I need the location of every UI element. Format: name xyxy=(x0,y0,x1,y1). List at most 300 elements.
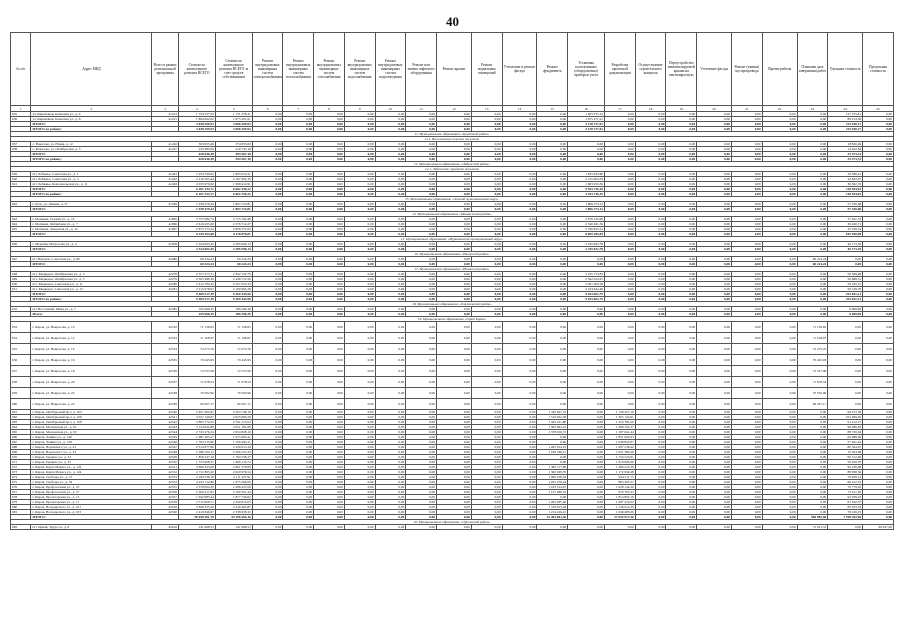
address-cell: ИТОГО: xyxy=(31,232,152,237)
row-number-cell: 658 xyxy=(11,377,31,388)
value-cell: 0,00 xyxy=(697,182,732,187)
value-cell: 41958 xyxy=(152,242,179,247)
value-cell: 0,00 xyxy=(283,377,314,388)
value-cell: 0,00 xyxy=(697,172,732,177)
value-cell: 0,00 xyxy=(797,445,828,450)
value-cell: 0,00 xyxy=(863,500,894,505)
value-cell: 0,00 xyxy=(635,242,666,247)
column-header: Утепление и ремонт фасада xyxy=(502,33,537,106)
column-index-cell: 12 xyxy=(437,106,472,112)
value-cell: 0,00 xyxy=(471,232,502,237)
value-cell: 0,00 xyxy=(762,399,797,410)
value-cell: 0,00 xyxy=(863,127,894,132)
value-cell: 0,00 xyxy=(502,307,537,312)
value-cell: 0,00 xyxy=(375,500,406,505)
value-cell: 0,00 xyxy=(797,505,828,510)
value-cell: 1 764 315,80 xyxy=(178,440,215,445)
value-cell: 0,00 xyxy=(502,377,537,388)
value-cell: 2 515 006,71 xyxy=(178,500,215,505)
value-cell: 70 958,13 xyxy=(828,475,863,480)
value-cell: 0,00 xyxy=(502,122,537,127)
value-cell: 9 269 443,96 xyxy=(215,292,252,297)
value-cell: 2 861 579,93 xyxy=(215,465,252,470)
value-cell: 88 214,36 xyxy=(828,117,863,122)
value-cell: 41014 xyxy=(152,112,179,117)
value-cell: 0,00 xyxy=(537,127,568,132)
value-cell: 69 207,17 xyxy=(215,399,252,410)
row-number-cell: 640 xyxy=(11,177,31,182)
value-cell: 0,00 xyxy=(605,242,636,247)
value-cell: 0,00 xyxy=(406,292,437,297)
value-cell: 0,00 xyxy=(797,425,828,430)
value-cell: 0,00 xyxy=(283,272,314,277)
value-cell: 0,00 xyxy=(797,465,828,470)
value-cell: 0,00 xyxy=(731,182,762,187)
value-cell: 0,00 xyxy=(568,257,605,262)
value-cell: 2 678 150,96 xyxy=(568,217,605,222)
value-cell: 0,00 xyxy=(344,399,375,410)
value-cell: 0,00 xyxy=(666,117,697,122)
value-cell: 0,00 xyxy=(666,177,697,182)
value-cell: 0,00 xyxy=(697,202,732,207)
value-cell: 2 745 276,34 xyxy=(178,430,215,435)
value-cell: 0,00 xyxy=(635,420,666,425)
value-cell: 0,00 xyxy=(252,333,283,344)
value-cell: 0,00 xyxy=(344,525,375,530)
value-cell: 85 033,54 xyxy=(828,505,863,510)
value-cell: 0,00 xyxy=(731,490,762,495)
value-cell: 0,00 xyxy=(666,460,697,465)
value-cell: 0,00 xyxy=(537,147,568,152)
address-cell: г. Малмыж, Заводская ул., д. 12 xyxy=(31,227,152,232)
value-cell: 2 266 417,63 xyxy=(178,490,215,495)
value-cell: 39 388,41 xyxy=(828,172,863,177)
value-cell: 0,00 xyxy=(697,355,732,366)
address-cell: с. Вожгалы, ул. Новая, д. 12 xyxy=(31,142,152,147)
value-cell: 0,00 xyxy=(666,480,697,485)
value-cell: 57 461,44 xyxy=(828,440,863,445)
value-cell: 0,00 xyxy=(635,227,666,232)
value-cell: 98 473,36 xyxy=(828,410,863,415)
value-cell: 0,00 xyxy=(344,112,375,117)
value-cell: 0,00 xyxy=(502,445,537,450)
value-cell: 0,00 xyxy=(406,127,437,132)
value-cell: 0,00 xyxy=(375,475,406,480)
value-cell: 0,00 xyxy=(605,152,636,157)
value-cell: 0,00 xyxy=(437,344,472,355)
value-cell: 0,00 xyxy=(731,388,762,399)
value-cell: 0,00 xyxy=(697,147,732,152)
address-cell: г. Киров, Профсоюзная ул., д. 25 xyxy=(31,485,152,490)
value-cell: 0,00 xyxy=(863,247,894,252)
value-cell: 0,00 xyxy=(344,445,375,450)
value-cell: 0,00 xyxy=(568,465,605,470)
value-cell: 0,00 xyxy=(537,355,568,366)
value-cell: 0,00 xyxy=(437,287,472,292)
value-cell: 0,00 xyxy=(635,410,666,415)
value-cell: 0,00 xyxy=(437,505,472,510)
value-cell: 0,00 xyxy=(252,232,283,237)
address-cell: г. Киров, ул. Некрасова, д. 20 xyxy=(31,377,152,388)
value-cell: 0,00 xyxy=(666,485,697,490)
value-cell: 0,00 xyxy=(406,277,437,282)
value-cell: 0,00 xyxy=(406,222,437,227)
value-cell: 1 516 952,38 xyxy=(537,415,568,420)
value-cell: 0,00 xyxy=(797,475,828,480)
value-cell: 0,00 xyxy=(437,455,472,460)
value-cell: 0,00 xyxy=(666,202,697,207)
value-cell: 42540 xyxy=(152,410,179,415)
value-cell: 0,00 xyxy=(762,355,797,366)
value-cell: 1 915 693,41 xyxy=(215,435,252,440)
value-cell: 0,00 xyxy=(635,470,666,475)
value-cell: 0,00 xyxy=(283,227,314,232)
value-cell: 0,00 xyxy=(863,312,894,317)
value-cell: 3 138 727,01 xyxy=(568,127,605,132)
value-cell: 1 814 802,19 xyxy=(605,495,636,500)
row-number-cell: 677 xyxy=(11,490,31,495)
value-cell: 0,00 xyxy=(471,450,502,455)
value-cell: 0,00 xyxy=(344,475,375,480)
value-cell: 0,00 xyxy=(437,142,472,147)
value-cell: 0,00 xyxy=(437,366,472,377)
value-cell: 0,00 xyxy=(314,192,345,197)
value-cell: 0,00 xyxy=(797,127,828,132)
value-cell: 0,00 xyxy=(762,515,797,520)
value-cell: 0,00 xyxy=(252,307,283,312)
value-cell: 0,00 xyxy=(731,420,762,425)
value-cell: 0,00 xyxy=(375,355,406,366)
value-cell: 0,00 xyxy=(406,287,437,292)
value-cell: 0,00 xyxy=(762,277,797,282)
value-cell: 0,00 xyxy=(731,292,762,297)
value-cell: 225 841,21 xyxy=(828,292,863,297)
value-cell: 1 999 412,91 xyxy=(215,182,252,187)
value-cell: 0,00 xyxy=(283,445,314,450)
value-cell: 0,00 xyxy=(537,177,568,182)
value-cell: 0,00 xyxy=(283,312,314,317)
value-cell: 0,00 xyxy=(375,152,406,157)
value-cell: 9 269 443,96 xyxy=(215,297,252,302)
value-cell: 72 275,76 xyxy=(797,344,828,355)
value-cell: 0,00 xyxy=(314,388,345,399)
value-cell: 0,00 xyxy=(666,322,697,333)
value-cell: 1 938 479,44 xyxy=(178,207,215,212)
value-cell: 0,00 xyxy=(666,172,697,177)
value-cell: 60 224,24 xyxy=(215,257,252,262)
value-cell: 36 420,71 xyxy=(828,222,863,227)
table-row xyxy=(11,525,894,530)
value-cell: 88 098,36 xyxy=(828,470,863,475)
value-cell: 2 184 536,18 xyxy=(178,475,215,480)
value-cell: 2 960 433,06 xyxy=(178,465,215,470)
row-number-cell: 667 xyxy=(11,440,31,445)
value-cell: 0,00 xyxy=(762,430,797,435)
value-cell: 979 793,33 xyxy=(605,490,636,495)
value-cell: 0,00 xyxy=(731,415,762,420)
value-cell: 0,00 xyxy=(283,415,314,420)
value-cell: 0,00 xyxy=(568,377,605,388)
value-cell: 0,00 xyxy=(863,292,894,297)
value-cell: 0,00 xyxy=(314,525,345,530)
value-cell: 0,00 xyxy=(502,322,537,333)
value-cell: 41463 xyxy=(152,182,179,187)
address-cell: г. Киров, Свободы ул., д. 57 xyxy=(31,475,152,480)
value-cell: 0,00 xyxy=(502,366,537,377)
value-cell: 0,00 xyxy=(697,460,732,465)
row-number-cell: 661 xyxy=(11,410,31,415)
value-cell: 0,00 xyxy=(283,525,314,530)
value-cell: 0,00 xyxy=(471,272,502,277)
value-cell: 0,00 xyxy=(568,388,605,399)
value-cell: 0,00 xyxy=(502,415,537,420)
value-cell: 0,00 xyxy=(375,490,406,495)
value-cell: 0,00 xyxy=(375,297,406,302)
value-cell: 0,00 xyxy=(863,192,894,197)
section-heading: 14. Муниципальное образование «Малмыжский район» xyxy=(11,212,894,217)
value-cell: 0,00 xyxy=(731,344,762,355)
value-cell: 0,00 xyxy=(471,460,502,465)
value-cell: 8 009 285,83 xyxy=(568,232,605,237)
value-cell: 88 729,94 xyxy=(828,430,863,435)
value-cell: 0,00 xyxy=(471,465,502,470)
value-cell: 0,00 xyxy=(697,485,732,490)
value-cell: 0,00 xyxy=(252,187,283,192)
value-cell: 0,00 xyxy=(406,455,437,460)
value-cell: 2 035 970,62 xyxy=(178,182,215,187)
value-cell: 0,00 xyxy=(568,415,605,420)
value-cell: 2 540 463,87 xyxy=(215,505,252,510)
value-cell: 0,00 xyxy=(406,505,437,510)
value-cell: 2 790 843,31 xyxy=(568,227,605,232)
value-cell: 0,00 xyxy=(762,142,797,147)
value-cell: 225 841,21 xyxy=(828,297,863,302)
value-cell: 0,00 xyxy=(863,450,894,455)
value-cell: 33 473,31 xyxy=(828,152,863,157)
value-cell: 0,00 xyxy=(537,117,568,122)
value-cell: 0,00 xyxy=(471,455,502,460)
value-cell: 0,00 xyxy=(666,282,697,287)
value-cell: 0,00 xyxy=(314,485,345,490)
value-cell: 0,00 xyxy=(344,505,375,510)
value-cell: 0,00 xyxy=(375,232,406,237)
value-cell: 0,00 xyxy=(605,227,636,232)
row-number-cell: 639 xyxy=(11,172,31,177)
value-cell: 0,00 xyxy=(471,480,502,485)
address-cell: пгт. Медведок, Октябрьская ул., д. 3 xyxy=(31,272,152,277)
value-cell: 1 806 373,13 xyxy=(568,202,605,207)
value-cell: 0,00 xyxy=(666,192,697,197)
value-cell: 0,00 xyxy=(762,122,797,127)
budget-table-sheet xyxy=(10,32,894,632)
value-cell: 0,00 xyxy=(502,277,537,282)
value-cell: 0,00 xyxy=(731,157,762,162)
value-cell: 0,00 xyxy=(502,388,537,399)
value-cell: 1 463 255,10 xyxy=(568,112,605,117)
value-cell: 0,00 xyxy=(283,192,314,197)
value-cell: 0,00 xyxy=(437,388,472,399)
value-cell: 0,00 xyxy=(375,430,406,435)
value-cell: 0,00 xyxy=(635,127,666,132)
value-cell: 0,00 xyxy=(502,222,537,227)
value-cell: 42281 xyxy=(152,287,179,292)
value-cell: 0,00 xyxy=(502,510,537,515)
value-cell: 0,00 xyxy=(568,152,605,157)
value-cell: 0,00 xyxy=(502,192,537,197)
value-cell: 0,00 xyxy=(697,207,732,212)
value-cell: 0,00 xyxy=(863,470,894,475)
value-cell: 0,00 xyxy=(471,440,502,445)
value-cell: 0,00 xyxy=(537,207,568,212)
value-cell: 42534 xyxy=(152,344,179,355)
value-cell: 42536 xyxy=(152,366,179,377)
value-cell: 0,00 xyxy=(697,465,732,470)
value-cell: 0,00 xyxy=(666,152,697,157)
value-cell: 0,00 xyxy=(635,445,666,450)
value-cell: 0,00 xyxy=(252,355,283,366)
value-cell: 0,00 xyxy=(471,277,502,282)
value-cell: 0,00 xyxy=(314,277,345,282)
value-cell: 0,00 xyxy=(344,127,375,132)
value-cell: 0,00 xyxy=(537,312,568,317)
value-cell: 6 181 333,71 xyxy=(178,187,215,192)
value-cell: 0,00 xyxy=(605,187,636,192)
column-header: Всего в рамках региональной программы xyxy=(152,33,179,106)
value-cell: 0,00 xyxy=(283,505,314,510)
value-cell: 0,00 xyxy=(344,122,375,127)
value-cell: 0,00 xyxy=(537,232,568,237)
value-cell: 42556 xyxy=(152,490,179,495)
row-number-cell: 680 xyxy=(11,505,31,510)
value-cell: 0,00 xyxy=(537,182,568,187)
value-cell: 0,00 xyxy=(797,292,828,297)
value-cell: 0,00 xyxy=(375,122,406,127)
value-cell: 0,00 xyxy=(697,272,732,277)
value-cell: 0,00 xyxy=(863,388,894,399)
value-cell: 0,00 xyxy=(731,177,762,182)
value-cell: 1 723 908,51 xyxy=(178,460,215,465)
value-cell: 0,00 xyxy=(344,495,375,500)
value-cell: 0,00 xyxy=(537,377,568,388)
value-cell: 60 224,24 xyxy=(178,262,215,267)
value-cell: 0,00 xyxy=(762,282,797,287)
value-cell: 0,00 xyxy=(635,112,666,117)
value-cell: 0,00 xyxy=(314,142,345,147)
value-cell: 0,00 xyxy=(283,217,314,222)
value-cell: 0,00 xyxy=(437,465,472,470)
value-cell: 0,00 xyxy=(797,227,828,232)
value-cell: 0,00 xyxy=(635,307,666,312)
value-cell: 0,00 xyxy=(697,470,732,475)
value-cell: 71 136,65 xyxy=(215,322,252,333)
value-cell: 0,00 xyxy=(502,262,537,267)
value-cell: 2 386 104,13 xyxy=(178,450,215,455)
value-cell: 0,00 xyxy=(797,222,828,227)
value-cell: 0,00 xyxy=(314,147,345,152)
value-cell: 2 285 996,13 xyxy=(215,247,252,252)
column-index-cell: 1 xyxy=(11,106,31,112)
value-cell: 0,00 xyxy=(344,366,375,377)
value-cell: 0,00 xyxy=(344,470,375,475)
value-cell: 0,00 xyxy=(537,440,568,445)
value-cell: 0,00 xyxy=(471,500,502,505)
value-cell: 0,00 xyxy=(568,147,605,152)
value-cell: 0,00 xyxy=(635,399,666,410)
value-cell: 3 051 181,60 xyxy=(215,425,252,430)
value-cell: 0,00 xyxy=(605,257,636,262)
value-cell: 0,00 xyxy=(437,515,472,520)
value-cell: 0,00 xyxy=(666,262,697,267)
value-cell: 0,00 xyxy=(731,440,762,445)
row-number-cell: 663 xyxy=(11,420,31,425)
value-cell: 0,00 xyxy=(797,182,828,187)
value-cell: 0,00 xyxy=(252,475,283,480)
value-cell: 0,00 xyxy=(252,445,283,450)
value-cell: 0,00 xyxy=(375,480,406,485)
value-cell: 0,00 xyxy=(502,287,537,292)
value-cell: 0,00 xyxy=(314,322,345,333)
value-cell: 0,00 xyxy=(697,192,732,197)
value-cell: 0,00 xyxy=(537,525,568,530)
value-cell: 0,00 xyxy=(762,425,797,430)
value-cell: 0,00 xyxy=(344,440,375,445)
value-cell: 0,00 xyxy=(283,242,314,247)
value-cell: 0,00 xyxy=(252,257,283,262)
value-cell: 41246 xyxy=(152,142,179,147)
value-cell: 0,00 xyxy=(375,147,406,152)
value-cell: 0,00 xyxy=(344,490,375,495)
value-cell: 0,00 xyxy=(731,272,762,277)
value-cell: 0,00 xyxy=(568,307,605,312)
address-cell: ИТОГО по району: xyxy=(31,157,152,162)
value-cell: 0,00 xyxy=(314,420,345,425)
value-cell: 0,00 xyxy=(863,333,894,344)
value-cell: 0,00 xyxy=(762,322,797,333)
value-cell: 0,00 xyxy=(375,465,406,470)
column-header: Стоимость капитального ремонта ВСЕГО xyxy=(178,33,215,106)
value-cell: 0,00 xyxy=(863,425,894,430)
value-cell: 0,00 xyxy=(731,366,762,377)
column-index-cell: 14 xyxy=(502,106,537,112)
value-cell: 42535 xyxy=(152,355,179,366)
value-cell: 0,00 xyxy=(731,435,762,440)
value-cell: 0,00 xyxy=(666,377,697,388)
value-cell: 0,00 xyxy=(283,430,314,435)
value-cell: 0,00 xyxy=(568,495,605,500)
value-cell: 0,00 xyxy=(375,445,406,450)
value-cell: 0,00 xyxy=(797,485,828,490)
value-cell: 0,00 xyxy=(568,142,605,147)
value-cell: 0,00 xyxy=(283,187,314,192)
value-cell: 0,00 xyxy=(471,202,502,207)
value-cell: 0,00 xyxy=(568,510,605,515)
value-cell: 1 360 028,70 xyxy=(537,470,568,475)
column-header: Предельная стоимость xyxy=(863,33,894,106)
value-cell: 2 298 437,09 xyxy=(215,485,252,490)
section-heading: 17. Муниципальное образование «Нолинский район» xyxy=(11,267,894,272)
value-cell: 0,00 xyxy=(731,485,762,490)
value-cell: 0,00 xyxy=(731,470,762,475)
value-cell: 0,00 xyxy=(635,157,666,162)
value-cell: 1 187 641,44 xyxy=(605,430,636,435)
value-cell: 70 592,90 xyxy=(215,388,252,399)
value-cell: 0,00 xyxy=(635,344,666,355)
value-cell: 0,00 xyxy=(252,177,283,182)
value-cell: 6 062 330,22 xyxy=(215,192,252,197)
value-cell: 42533 xyxy=(152,333,179,344)
value-cell: 0,00 xyxy=(252,440,283,445)
value-cell: 0,00 xyxy=(635,440,666,445)
